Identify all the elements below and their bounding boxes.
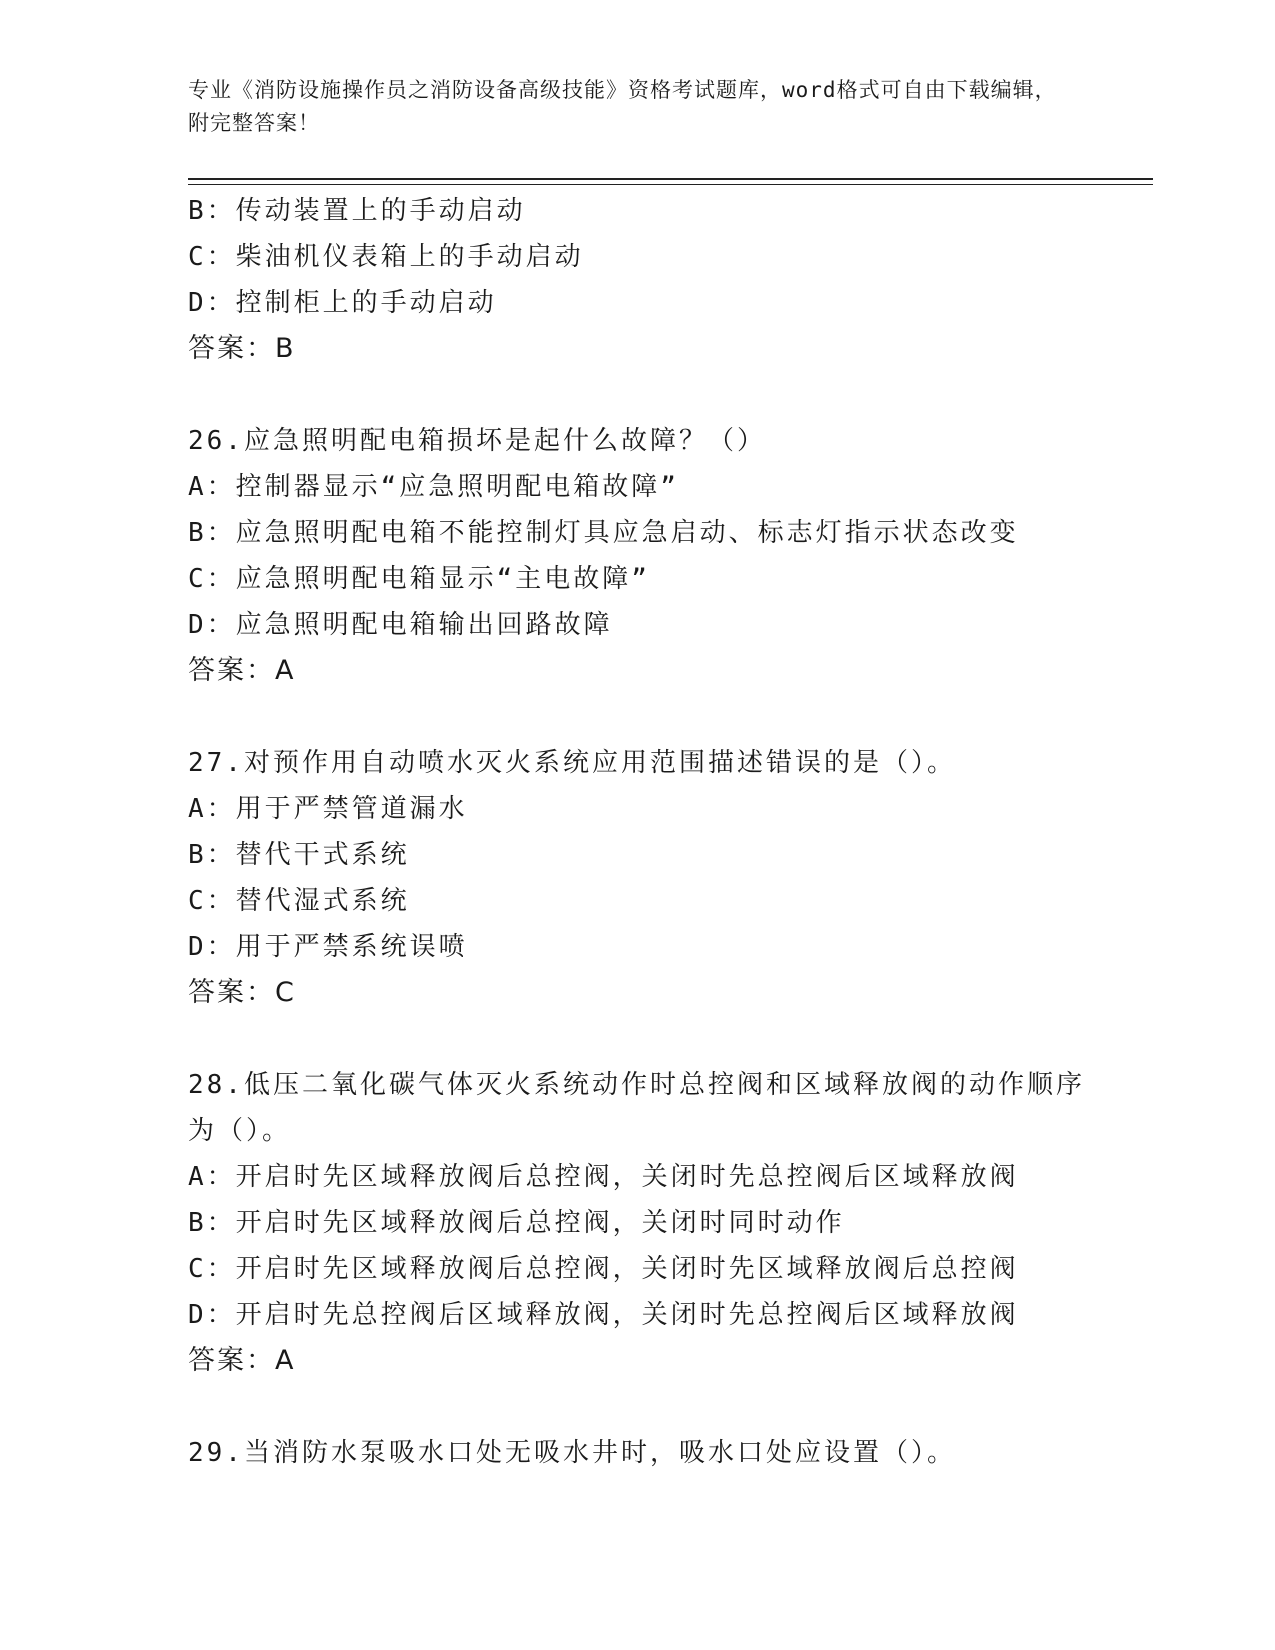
question-block-28 <box>188 1062 1088 1384</box>
option-a: A：控制器显示“应急照明配电箱故障” <box>188 472 679 502</box>
option-b: B：传动装置上的手动启动 <box>188 196 526 226</box>
question-text: 28.低压二氧化碳气体灭火系统动作时总控阀和区域释放阀的动作顺序为（）。 <box>188 1070 1085 1146</box>
question-block-27 <box>188 740 1088 1016</box>
header-rule-thick <box>188 178 1153 180</box>
question-block-25 <box>188 188 1088 372</box>
option-b: B：开启时先区域释放阀后总控阀，关闭时同时动作 <box>188 1208 845 1238</box>
option-c: C：开启时先区域释放阀后总控阀，关闭时先区域释放阀后总控阀 <box>188 1254 1019 1284</box>
option-c: C：柴油机仪表箱上的手动启动 <box>188 242 584 272</box>
option-d: D：应急照明配电箱输出回路故障 <box>188 610 613 640</box>
spacer <box>188 1384 1088 1430</box>
option-c: C：替代湿式系统 <box>188 886 410 916</box>
option-c: C：应急照明配电箱显示“主电故障” <box>188 564 650 594</box>
question-text: 29.当消防水泵吸水口处无吸水井时，吸水口处应设置（）。 <box>188 1438 956 1468</box>
option-b: B：应急照明配电箱不能控制灯具应急启动、标志灯指示状态改变 <box>188 518 1019 548</box>
answer: 答案：C <box>188 977 296 1008</box>
question-text: 27.对预作用自动喷水灭火系统应用范围描述错误的是（）。 <box>188 748 956 778</box>
option-b: B：替代干式系统 <box>188 840 410 870</box>
question-block-29 <box>188 1430 1088 1476</box>
spacer <box>188 372 1088 418</box>
question-list <box>188 188 1088 1476</box>
option-d: D：开启时先总控阀后区域释放阀，关闭时先总控阀后区域释放阀 <box>188 1300 1019 1330</box>
question-block-26 <box>188 418 1088 694</box>
spacer <box>188 694 1088 740</box>
answer: 答案：A <box>188 1345 296 1376</box>
option-d: D：用于严禁系统误喷 <box>188 932 468 962</box>
document-header: 专业《消防设施操作员之消防设备高级技能》资格考试题库，word格式可自由下载编辑，附完整答案！ <box>188 78 1057 135</box>
option-d: D：控制柜上的手动启动 <box>188 288 497 318</box>
question-text: 26.应急照明配电箱损坏是起什么故障？（） <box>188 426 766 456</box>
header-rule-thin <box>188 184 1153 185</box>
answer: 答案：B <box>188 333 296 364</box>
option-a: A：开启时先区域释放阀后总控阀，关闭时先总控阀后区域释放阀 <box>188 1162 1019 1192</box>
option-a: A：用于严禁管道漏水 <box>188 794 468 824</box>
spacer <box>188 1016 1088 1062</box>
answer: 答案：A <box>188 655 296 686</box>
